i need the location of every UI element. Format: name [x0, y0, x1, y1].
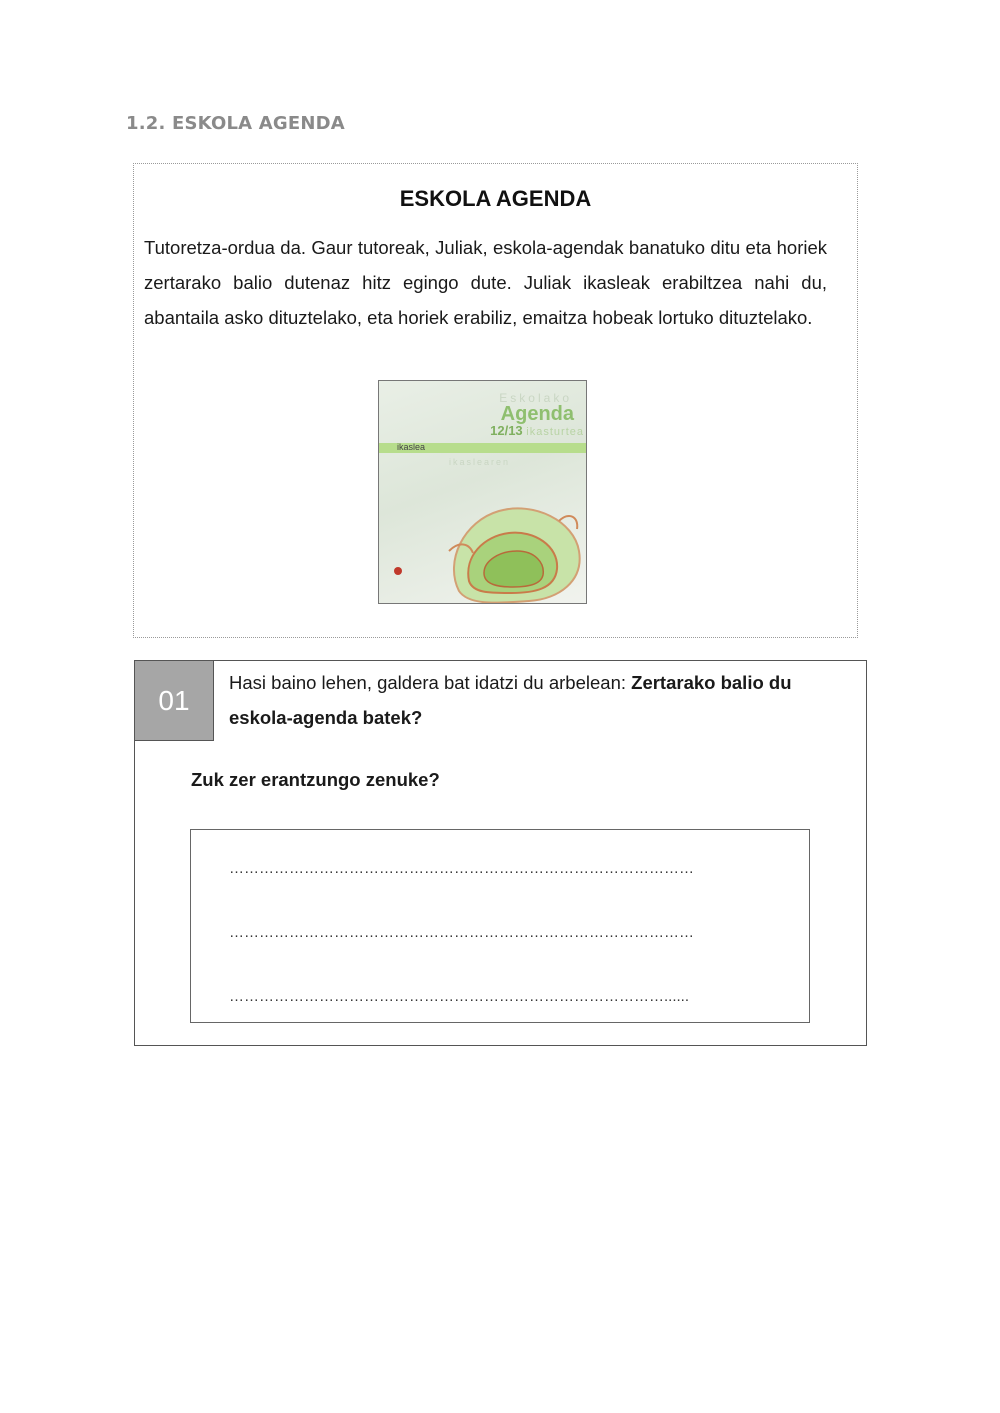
agenda-cover-image [378, 380, 587, 604]
cover-logo-dot [394, 567, 402, 575]
answer-box[interactable] [190, 829, 810, 1023]
exercise-prompt [229, 665, 846, 735]
answer-line[interactable]: ………………………………………………………………………………… [229, 924, 694, 941]
reading-box [133, 163, 858, 638]
cover-illustration [439, 481, 587, 604]
cover-sub: ikaslearen [449, 457, 511, 467]
cover-line2: Agenda [500, 403, 574, 425]
answer-line[interactable]: ……………………………………………………………………………...... [229, 988, 690, 1005]
cover-label: ikaslea [397, 442, 426, 452]
exercise-prompt-bold: Zertarako balio du eskola-agenda batek? [229, 672, 792, 728]
reading-text: Tutoretza-ordua da. Gaur tutoreak, Juliak, eskola-agendak banatuko ditu eta horiek zertarako balio dutenaz hitz egingo dute. Juliak ikasleak erabiltzea nahi du, abantaila asko dituztelako, eta horiek erabiliz, emaitza hobeak lortuko dituztelako. [144, 237, 827, 328]
answer-line[interactable]: ………………………………………………………………………………… [229, 860, 694, 877]
cover-year [490, 423, 584, 438]
exercise-prompt-plain: Hasi baino lehen, galdera bat idatzi du arbelean: [229, 672, 632, 693]
section-heading: 1.2. ESKOLA AGENDA [126, 113, 345, 134]
cover-line1: Eskolako [499, 391, 572, 405]
exercise-number: 01 [135, 661, 214, 741]
cover-year-suffix: ikasturtea [526, 426, 584, 438]
reading-title: ESKOLA AGENDA [399, 186, 592, 211]
cover-year-number: 12/13 [490, 423, 523, 438]
exercise-question: Zuk zer erantzungo zenuke? [191, 769, 440, 790]
exercise-box [134, 660, 867, 1046]
